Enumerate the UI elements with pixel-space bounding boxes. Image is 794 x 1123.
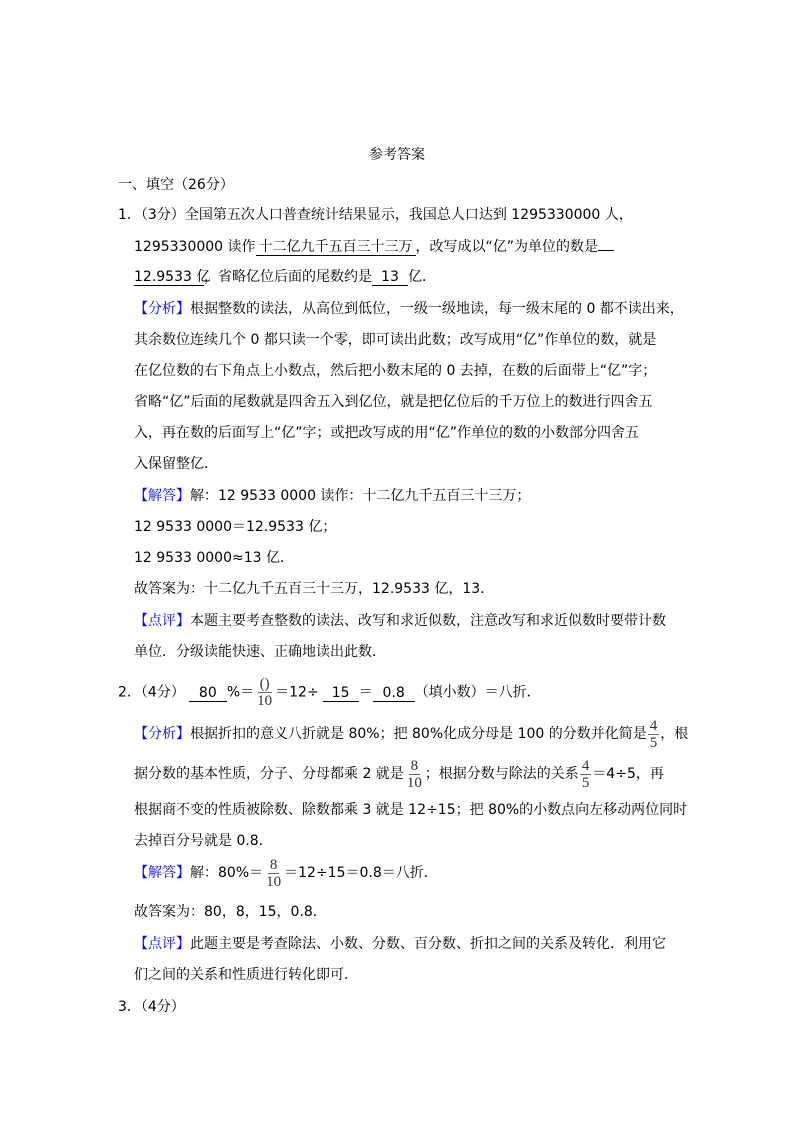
denominator: 5 [581, 774, 590, 791]
q1-analysis-line-4: 省略“亿”后面的尾数就是四舍五入到亿位，就是把亿位后的千万位上的数进行四舍五 [134, 394, 653, 410]
q1-analysis-line-6: 入保留整亿． [134, 456, 218, 472]
q2-final-answer: 故答案为：80，8，15，0.8． [134, 904, 327, 920]
analysis-text: 据分数的基本性质，分子、分母都乘 2 就是 [134, 766, 404, 782]
q1-answer-line-1 [134, 486, 530, 506]
q1-answer-line-3: 12 9533 0000≈13 亿． [134, 550, 294, 566]
denominator: 10 [266, 873, 282, 890]
answer-tag: 【解答】 [134, 865, 190, 881]
q2-fraction-blank [255, 676, 274, 709]
q1-line3-end: 亿． [408, 269, 436, 285]
denominator: 10 [257, 693, 273, 709]
q1-analysis-line-3: 在亿位数的右下角点上小数点，然后把小数末尾的 0 去掉，在数的后面带上“亿”字； [134, 363, 657, 379]
analysis-tag: 【分析】 [134, 726, 190, 742]
q2-analysis-line-4: 去掉百分号就是 0.8． [134, 833, 273, 849]
q2-number: 2．（4分） [118, 684, 185, 701]
q2-analysis-line-2 [134, 757, 664, 791]
q2-blank-decimal: 0.8 [373, 685, 415, 702]
numerator: 8 [410, 757, 419, 774]
q1-line3 [134, 267, 436, 287]
q2-blank-percent: 80 [189, 685, 227, 702]
answer-text: ＝12÷15＝0.8＝八折． [284, 865, 438, 881]
q2-analysis-line-3: 根据商不变的性质被除数、除数都乘 3 就是 12÷15；把 80%的小数点向左移动两位同时 [134, 802, 688, 818]
numerator: () [259, 676, 270, 692]
answer-text: 解：80%＝ [190, 865, 264, 881]
numerator: 8 [269, 856, 278, 873]
q1-comment-line-1 [134, 611, 666, 631]
q2-comment-line-1 [134, 934, 666, 954]
q1-analysis-line-1 [134, 299, 684, 319]
q1-header: 1．（3分）全国第五次人口普查统计结果显示，我国总人口达到 1295330000 人， [118, 207, 633, 223]
q1-line2-mid: ，改写成以“亿”为单位的数是 [415, 239, 599, 255]
analysis-tag: 【分析】 [134, 301, 190, 317]
comment-tag: 【点评】 [134, 613, 190, 629]
q1-line3-mid: ，省略亿位后面的尾数约是 [204, 269, 372, 285]
q2-analysis-line-1 [134, 717, 688, 751]
fraction-8-10 [264, 857, 283, 890]
q2-tail: （填小数）＝八折． [414, 684, 541, 701]
analysis-text: ；根据分数与除法的关系 [424, 766, 579, 782]
analysis-text: 根据折扣的意义八折就是 80%；把 80%化成分母是 100 的分数并化简是 [190, 726, 647, 742]
fraction-4-5 [580, 758, 592, 791]
q1-blank-start [598, 250, 614, 251]
fraction-8-10 [405, 758, 424, 791]
denominator: 10 [406, 774, 422, 791]
analysis-text: ＝4÷5，再 [592, 766, 664, 782]
q1-line2 [134, 237, 614, 257]
q1-analysis-line-2: 其余数位连续几个 0 都只读一个零，即可读出此数；改写成用“亿”作单位的数，就是 [134, 332, 657, 348]
numerator: 4 [581, 757, 590, 774]
q1-analysis-line-5: 入，再在数的后面写上“亿”字；或把改写成的用“亿”作单位的数的小数部分四舍五 [134, 425, 640, 441]
q2-comment-line-2: 们之间的关系和性质进行转化即可． [134, 967, 358, 983]
q1-number-text: 1295330000 读作 [134, 239, 256, 255]
comment-text: 本题主要考查整数的读法、改写和求近似数，注意改写和求近似数时要带计数 [190, 613, 666, 629]
page-title: 参考答案 [369, 147, 425, 163]
section-heading: 一、填空（26分） [118, 177, 234, 193]
comment-text: 此题主要是考查除法、小数、分数、百分数、折扣之间的关系及转化．利用它 [190, 936, 666, 952]
answer-tag: 【解答】 [134, 488, 190, 504]
comment-tag: 【点评】 [134, 936, 190, 952]
q1-blank-reading: 十二亿九千五百三十三万 [256, 239, 416, 256]
q2-percent-eq: %＝ [226, 684, 255, 701]
q1-blank-approx: 13 [372, 269, 408, 286]
numerator: 4 [649, 717, 658, 734]
analysis-text: 根据整数的读法，从高位到低位，一级一级地读，每一级末尾的 0 都不读出来， [190, 301, 684, 317]
fraction-4-5 [648, 718, 660, 751]
q2-eq: ＝ [358, 684, 373, 701]
q2-blank-divisor: 15 [323, 685, 359, 702]
q1-comment-line-2: 单位．分级读能快速、正确地读出此数． [134, 644, 386, 660]
answer-text: 解：12 9533 0000 读作：十二亿九千五百三十三万； [190, 488, 531, 504]
q2-div-eq: ＝12÷ [275, 684, 319, 701]
q1-answer-line-2: 12 9533 0000＝12.9533 亿； [134, 519, 337, 535]
q1-final-answer: 故答案为：十二亿九千五百三十三万，12.9533 亿，13． [134, 581, 495, 597]
q3-header: 3．（4分） [118, 999, 185, 1015]
analysis-text: ，根 [660, 726, 689, 742]
q1-blank-yi: 12.9533 亿 [134, 269, 211, 285]
q2-answer-line [134, 856, 438, 890]
denominator: 5 [649, 734, 658, 751]
q2-header [118, 676, 541, 709]
